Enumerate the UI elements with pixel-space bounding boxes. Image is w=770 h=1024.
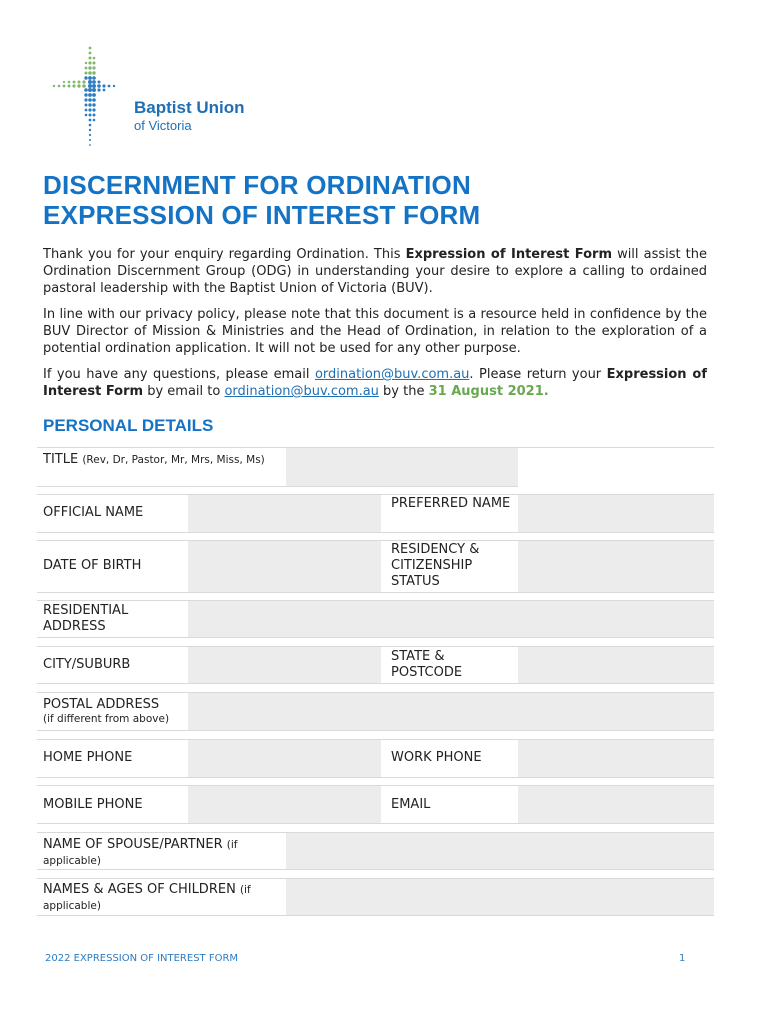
work-phone-label: WORK PHONE: [391, 750, 482, 765]
state-postcode-input[interactable]: [518, 647, 714, 683]
page-number: 1: [679, 953, 686, 964]
date-of-birth-input[interactable]: [188, 541, 381, 592]
official-name-input[interactable]: [188, 495, 381, 532]
postal-address-label: POSTAL ADDRESS (if different from above): [43, 697, 193, 727]
email-link-1[interactable]: ordination@buv.com.au: [314, 367, 470, 382]
preferred-name-input[interactable]: [518, 495, 714, 532]
residential-address-label: RESIDENTIAL ADDRESS: [43, 603, 129, 634]
state-postcode-label: STATE & POSTCODE: [391, 649, 463, 680]
row-divider: [37, 592, 714, 593]
page-title: [43, 170, 480, 230]
footer-text: 2022 EXPRESSION OF INTEREST FORM: [45, 953, 239, 964]
official-name-label: OFFICIAL NAME: [43, 505, 144, 520]
spouse-input[interactable]: [286, 833, 714, 869]
title-line-2: EXPRESSION OF INTEREST FORM: [43, 200, 481, 230]
row-divider: [37, 486, 518, 487]
mobile-phone-input[interactable]: [188, 786, 381, 823]
row-divider: [37, 823, 714, 824]
row-divider: [37, 869, 714, 870]
title-input[interactable]: [286, 448, 518, 486]
mobile-phone-label: MOBILE PHONE: [43, 797, 143, 812]
home-phone-input[interactable]: [188, 740, 381, 777]
postal-address-input[interactable]: [188, 693, 714, 730]
spouse-label: NAME OF SPOUSE/PARTNER (if applicable): [43, 837, 238, 867]
postal-address-hint: (if different from above): [43, 713, 170, 725]
row-divider: [37, 532, 714, 533]
logo-text: [134, 98, 245, 133]
intro-paragraph-3: If you have any questions, please email ordination@buv.com.au. Please return your Expression of Interest Form by email to ordination@buv.com.au by the 31 August 2021.: [43, 367, 708, 399]
children-input[interactable]: [286, 879, 714, 915]
city-suburb-input[interactable]: [188, 647, 381, 683]
intro-paragraph-2: In line with our privacy policy, please note that this document is a resource held in confidence by the BUV Director of Mission & Ministries and the Head of Ordination, in relation to the exploration of a potential ordination application. It will not be used for any other purpose.: [43, 307, 707, 356]
email-input[interactable]: [518, 786, 714, 823]
preferred-name-label: PREFERRED NAME: [391, 496, 511, 511]
work-phone-input[interactable]: [518, 740, 714, 777]
email-link-2[interactable]: ordination@buv.com.au: [224, 384, 379, 399]
logo-subtitle: of Victoria: [134, 118, 192, 133]
section-heading-personal-details: PERSONAL DETAILS: [43, 416, 214, 435]
residency-label: RESIDENCY & CITIZENSHIP STATUS: [391, 542, 480, 589]
residency-input[interactable]: [518, 541, 714, 592]
title-line-1: DISCERNMENT FOR ORDINATION: [43, 170, 471, 200]
email-label: EMAIL: [391, 797, 431, 812]
home-phone-label: HOME PHONE: [43, 750, 133, 765]
residential-address-input[interactable]: [188, 601, 714, 637]
title-field-label: TITLE (Rev, Dr, Pastor, Mr, Mrs, Miss, Ms): [43, 452, 265, 467]
row-divider: [37, 683, 714, 684]
intro-paragraph-1: Thank you for your enquiry regarding Ordination. This Expression of Interest Form will assist the Ordination Discernment Group (ODG) in understanding your desire to explore a calling to ordained pastoral leadership with the Baptist Union of Victoria (BUV).: [43, 247, 707, 296]
row-divider: [37, 637, 714, 638]
due-date: 31 August 2021.: [428, 384, 549, 399]
date-of-birth-label: DATE OF BIRTH: [43, 558, 142, 573]
logo-name: Baptist Union: [134, 98, 245, 117]
row-divider: [37, 730, 714, 731]
row-divider: [37, 777, 714, 778]
children-label: NAMES & AGES OF CHILDREN (if applicable): [43, 882, 251, 912]
city-suburb-label: CITY/SUBURB: [43, 657, 131, 672]
row-divider: [37, 915, 714, 916]
